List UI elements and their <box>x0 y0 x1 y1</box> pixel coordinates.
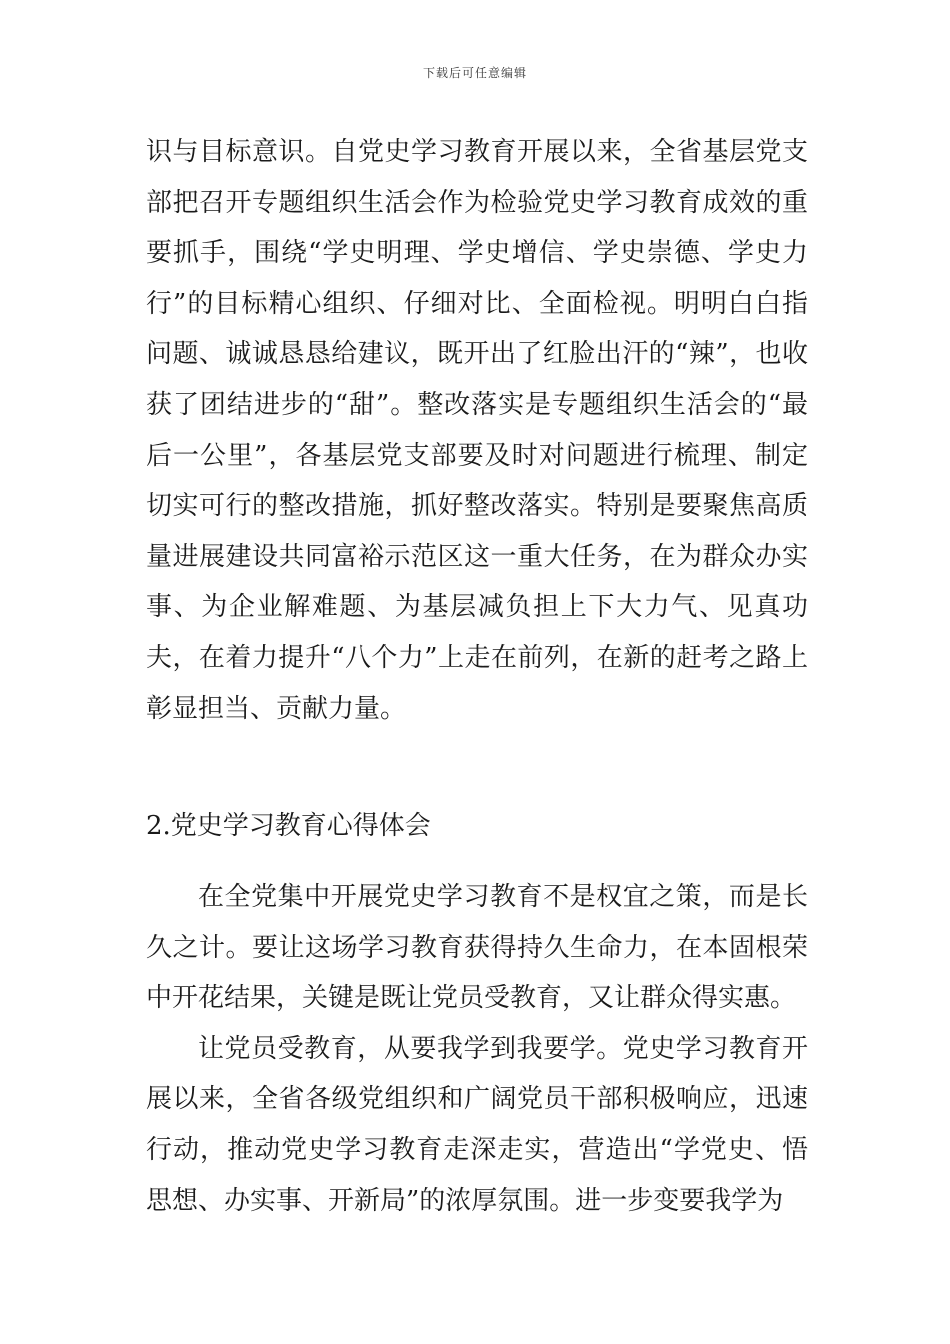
section-body <box>146 872 808 1226</box>
section-title: 2.党史学习教育心得体会 <box>146 811 431 841</box>
paragraph-2: 让党员受教育，从要我学到我要学。党史学习教育开展以来，全省各级党组织和广阔党员干部积极响应，迅速行动，推动党史学习教育走深走实，营造出“学党史、悟思想、办实事、开新局”的浓厚氛围。进一步变要我学为 <box>146 1033 808 1216</box>
continued-paragraph-block <box>146 127 808 734</box>
paragraph-continued: 识与目标意识。自党史学习教育开展以来，全省基层党支部把召开专题组织生活会作为检验党史学习教育成效的重要抓手，围绕“学史明理、学史增信、学史崇德、学史力行”的目标精心组织、仔细对比、全面检视。明明白白指问题、诚诚恳恳给建议，既开出了红脸出汗的“辣”，也收获了团结进步的“甜”。整改落实是专题组织生活会的“最后一公里”，各基层党支部要及时对问题进行梳理、制定切实可行的整改措施，抓好整改落实。特别是要聚焦高质量进展建设共同富裕示范区这一重大任务，在为群众办实事、为企业解难题、为基层减负担上下大力气、见真功夫，在着力提升“八个力”上走在前列，在新的赶考之路上彰显担当、贡献力量。 <box>146 137 808 724</box>
header-note: 下载后可任意编辑 <box>422 66 527 80</box>
paragraph-1: 在全党集中开展党史学习教育不是权宜之策，而是长久之计。要让这场学习教育获得持久生命力，在本固根荣中开花结果，关键是既让党员受教育，又让群众得实惠。 <box>146 882 808 1014</box>
